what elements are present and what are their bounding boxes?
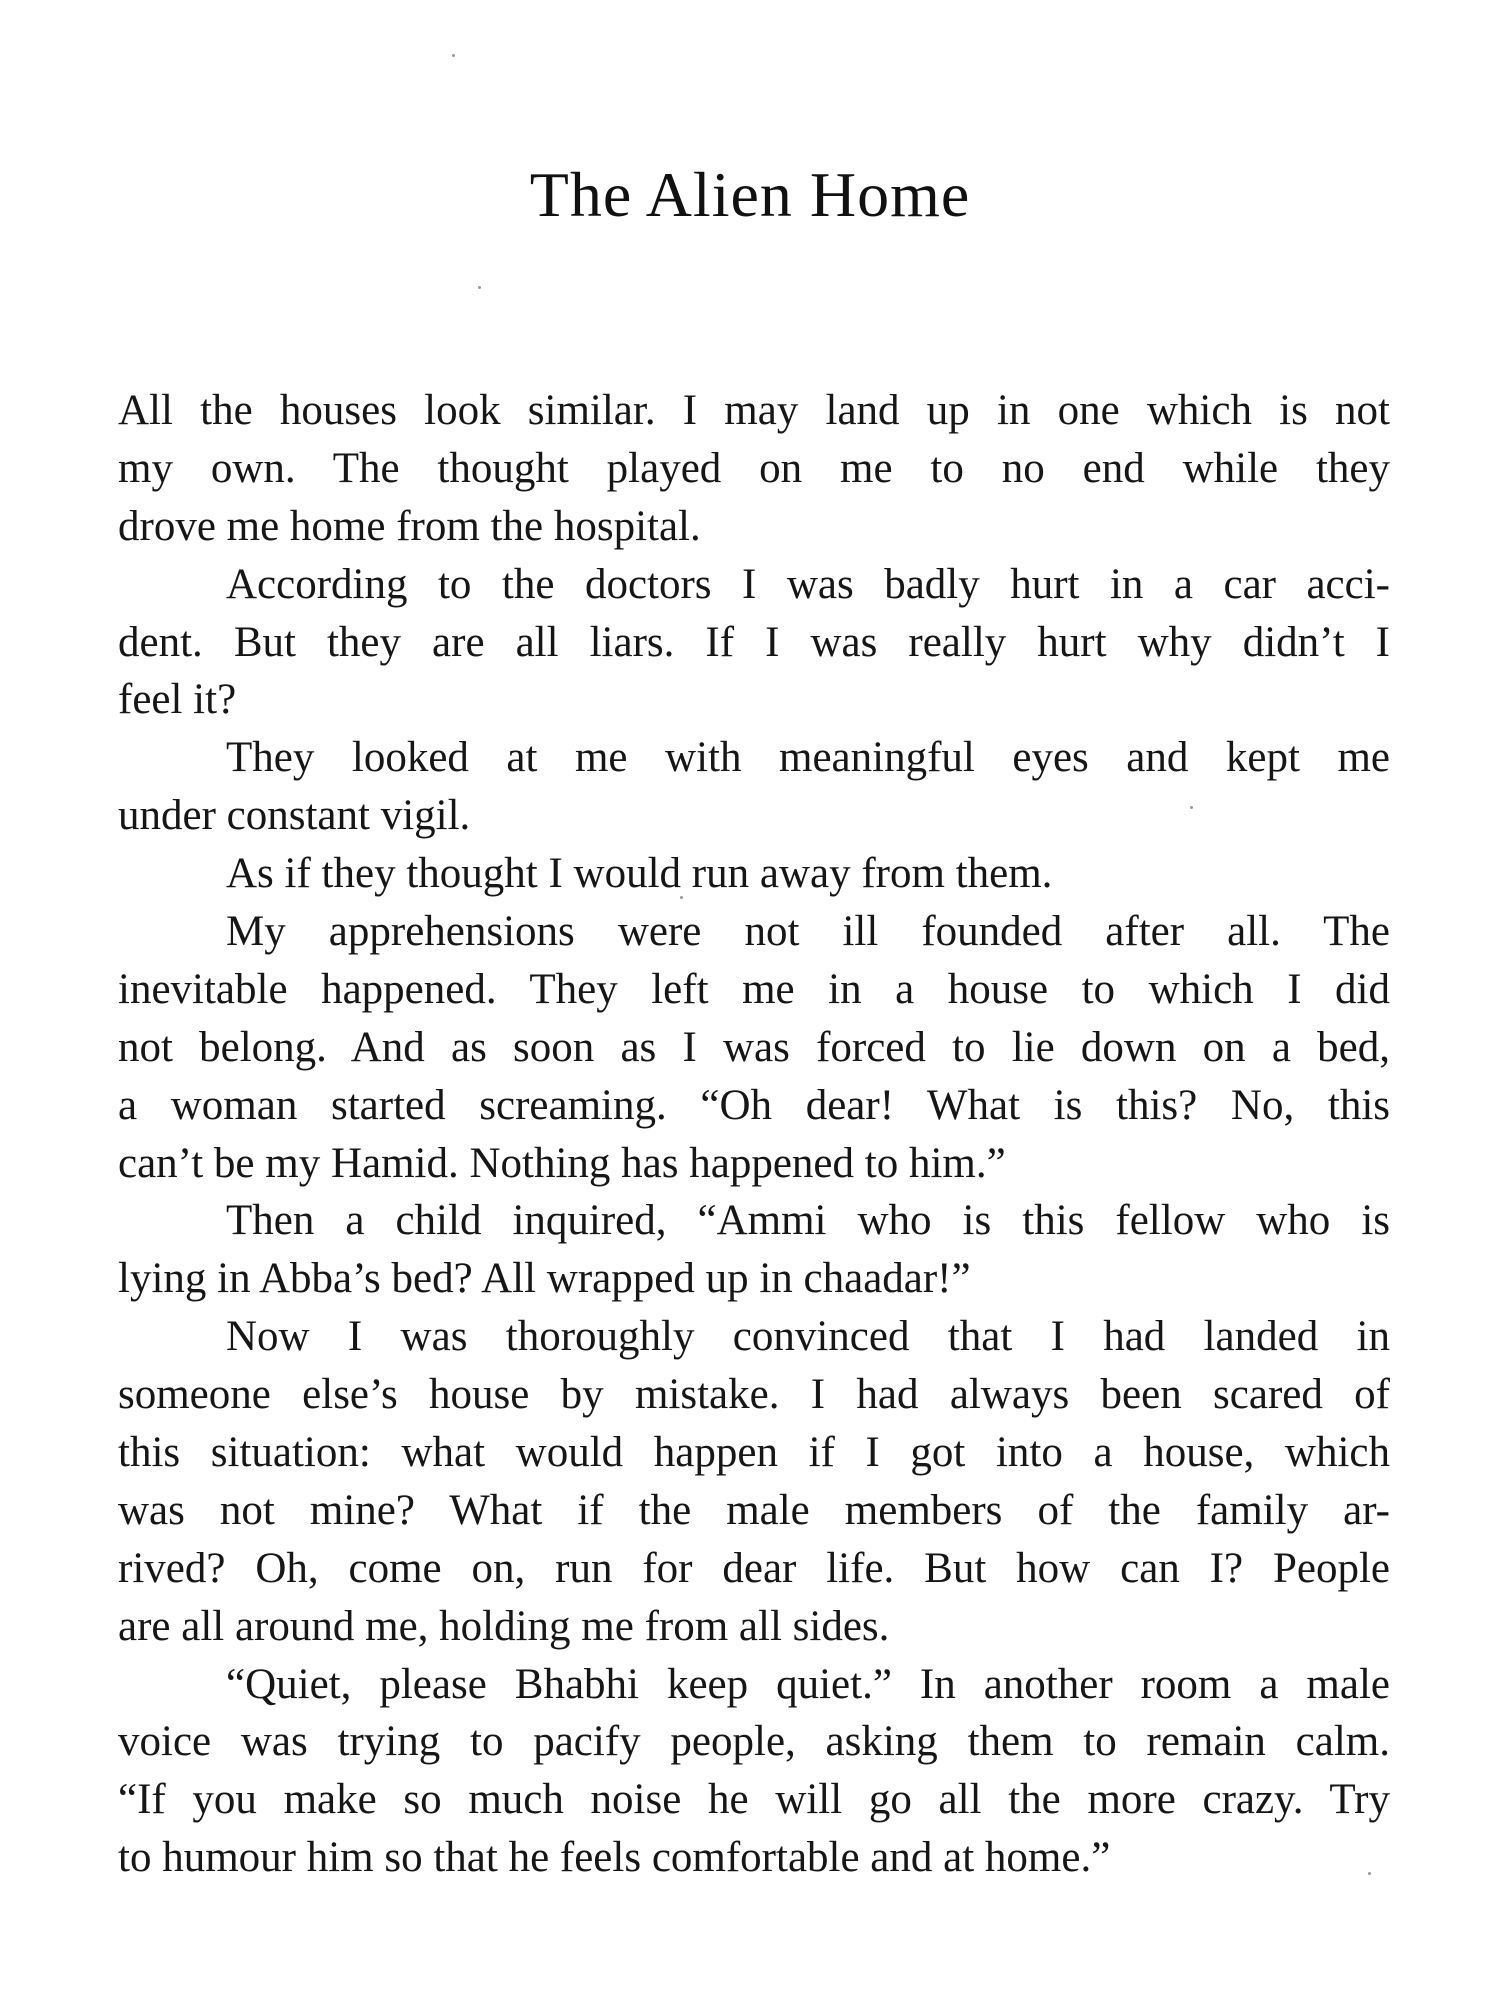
text-line: to humour him so that he feels comfortable and at home.” (118, 1834, 1111, 1882)
text-line: my own. The thought played on me to no end while they (118, 444, 1390, 492)
text-line: under constant vigil. (118, 792, 471, 840)
text-line: “If you make so much noise he will go all the more crazy. Try (118, 1776, 1390, 1824)
text-line: dent. But they are all liars. If I was really hurt why didn’t I (118, 618, 1390, 666)
paper-speck (452, 54, 455, 57)
text-line: not belong. And as soon as I was forced to lie down on a bed, (118, 1023, 1390, 1071)
text-line: can’t be my Hamid. Nothing has happened to him.” (118, 1139, 1006, 1187)
text-line: inevitable happened. They left me in a house to which I did (118, 965, 1390, 1013)
text-line: feel it? (118, 676, 237, 724)
text-line: someone else’s house by mistake. I had always been scared of (118, 1371, 1390, 1419)
text-line: Then a child inquired, “Ammi who is this fellow who is (226, 1197, 1390, 1245)
text-line: Now I was thoroughly convinced that I had landed in (226, 1313, 1390, 1361)
text-line: rived? Oh, come on, run for dear life. But how can I? People (118, 1544, 1390, 1592)
text-line: this situation: what would happen if I got into a house, which (118, 1429, 1390, 1477)
text-line: They looked at me with meaningful eyes and kept me (226, 734, 1390, 782)
text-line: As if they thought I would run away from them. (226, 850, 1053, 898)
text-line: lying in Abba’s bed? All wrapped up in chaadar!” (118, 1255, 971, 1303)
text-line: drove me home from the hospital. (118, 502, 701, 550)
paper-speck (478, 286, 481, 289)
text-line: “Quiet, please Bhabhi keep quiet.” In another room a male (226, 1660, 1390, 1708)
chapter-title: The Alien Home (529, 159, 971, 230)
text-line: a woman started screaming. “Oh dear! What is this? No, this (118, 1081, 1390, 1129)
chapter-body (118, 382, 1390, 1887)
text-line: voice was trying to pacify people, asking them to remain calm. (118, 1718, 1390, 1766)
text-line: According to the doctors I was badly hurt in a car acci- (226, 560, 1390, 608)
text-line: are all around me, holding me from all sides. (118, 1602, 890, 1650)
text-line: was not mine? What if the male members of the family ar- (118, 1486, 1390, 1534)
text-line: My apprehensions were not ill founded after all. The (226, 908, 1390, 956)
text-line: All the houses look similar. I may land up in one which is not (118, 387, 1390, 434)
